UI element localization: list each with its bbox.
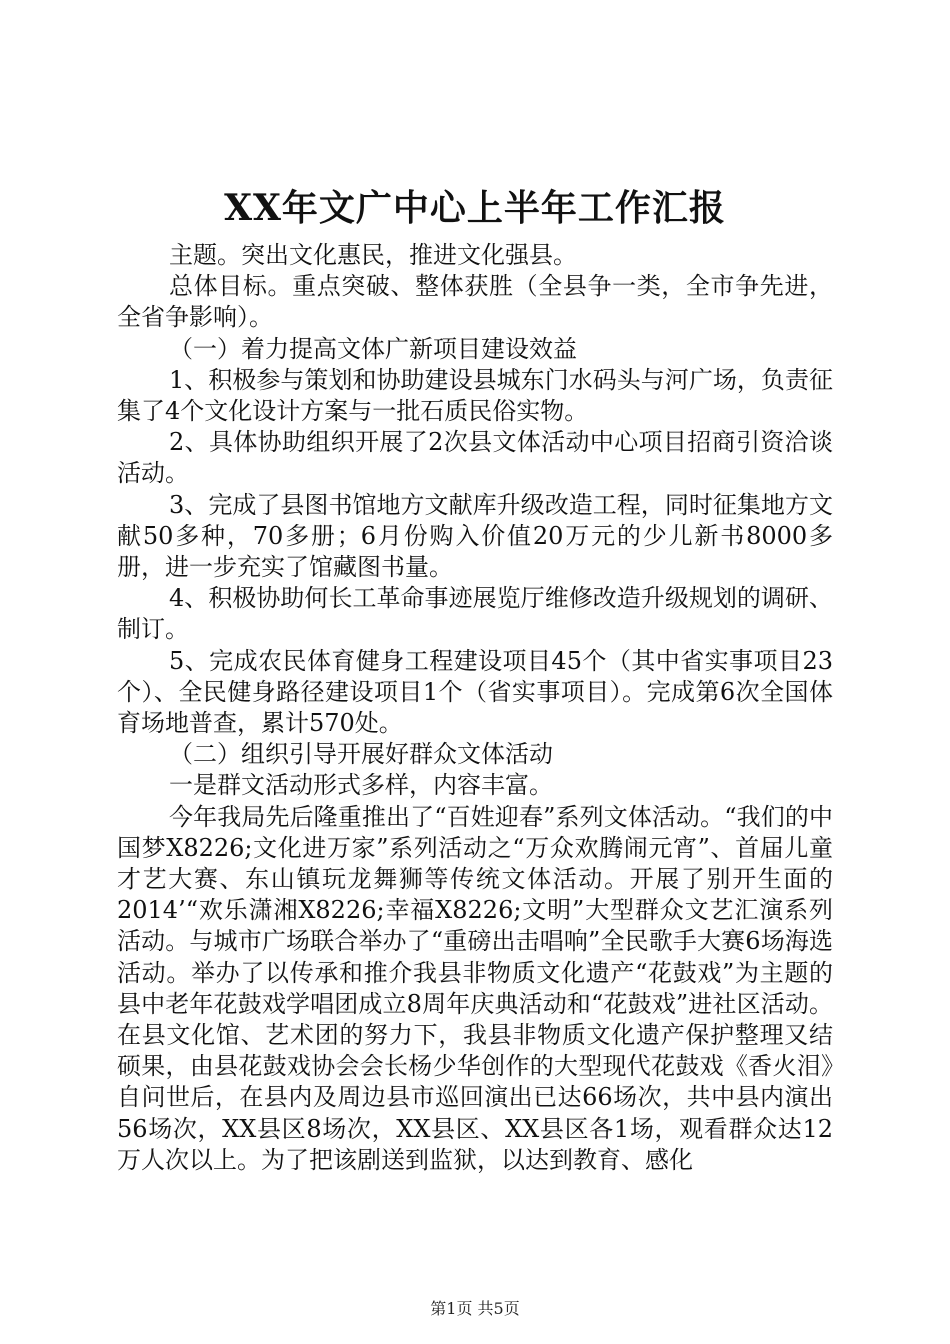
- page-number-footer: 第1页 共5页: [430, 1299, 520, 1318]
- paragraph-item-2: 2、具体协助组织开展了2次县文体活动中心项目招商引资洽谈活动。: [117, 428, 833, 488]
- section-heading-2: （二）组织引导开展好群众文体活动: [169, 740, 553, 769]
- document-body: [117, 240, 833, 1176]
- paragraph-item-3: 3、完成了县图书馆地方文献库升级改造工程，同时征集地方文献50多种，70多册；6月份购入价值20万元的少儿新书8000多册，进一步充实了馆藏图书量。: [117, 490, 833, 582]
- paragraph-item-1: 1、积极参与策划和协助建设县城东门水码头与河广场，负责征集了4个文化设计方案与一批石质民俗实物。: [117, 365, 833, 426]
- paragraph-activities-intro: 一是群文活动形式多样，内容丰富。: [169, 771, 553, 800]
- section-heading-1: （一）着力提高文体广新项目建设效益: [169, 334, 577, 363]
- paragraph-theme: 主题。突出文化惠民，推进文化强县。: [169, 241, 577, 269]
- paragraph-activities-detail: 今年我局先后隆重推出了“百姓迎春”系列文体活动。“我们的中国梦X8226;文化进万家”系列活动之“万众欢腾闹元宵”、首届儿童才艺大赛、东山镇玩龙舞狮等传统文体活动。开展了别开生面的2014’“欢乐潇湘X8226;幸福X8226;文明”大型群众文艺汇演系列活动。与城市广场联合举办了“重磅出击唱响”全民歌手大赛6场海选活动。举办了以传承和推介我县非物质文化遗产“花鼓戏”为主题的县中老年花鼓戏学唱团成立8周年庆典活动和“花鼓戏”进社区活动。在县文化馆、艺术团的努力下，我县非物质文化遗产保护整理又结硕果，由县花鼓戏协会会长杨少华创作的大型现代花鼓戏《香火泪》自问世后，在县内及周边县市巡回演出已达66场次，共中县内演出56场次，XX县区8场次，XX县区、XX县区各1场，观看群众达12万人次以上。为了把该剧送到监狱，以达到教育、感化: [117, 802, 833, 1174]
- document-title: XX年文广中心上半年工作汇报: [224, 187, 726, 229]
- paragraph-overall-goal: 总体目标。重点突破、整体获胜（全县争一类，全市争先进，全省争影响）。: [117, 272, 833, 332]
- paragraph-item-5: 5、完成农民体育健身工程建设项目45个（其中省实事项目23个）、全民健身路径建设项目1个（省实事项目）。完成第6次全国体育场地普查，累计570处。: [117, 646, 833, 738]
- paragraph-item-4: 4、积极协助何长工革命事迹展览厅维修改造升级规划的调研、制订。: [117, 584, 833, 644]
